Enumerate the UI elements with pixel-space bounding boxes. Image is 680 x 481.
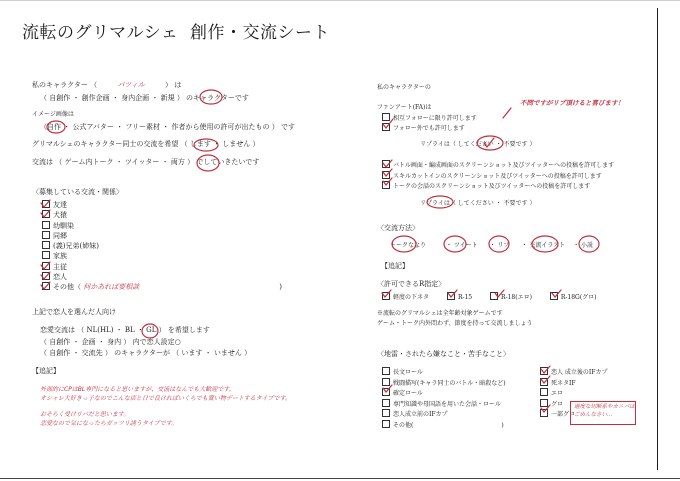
checkbox[interactable] [550,292,558,300]
method-header: 〈交流方法〉 [377,224,419,232]
checkbox[interactable] [382,181,390,189]
recruit-item[interactable]: 家族 [42,251,282,261]
rating-options [382,292,597,302]
checkbox[interactable] [42,200,50,208]
chara-line-2b: ） のキャラクターです [176,94,249,102]
love-line-3: （ 自創作 ・ 交流先 ） のキャラクターが （ います ・ いません ） [40,349,252,357]
fanart-label: ファンアート(FA)は [377,104,432,111]
method-reply[interactable]: リプ [497,242,510,249]
method-talk[interactable]: トーク [390,242,409,249]
rating-mild: 軽度の下ネタ [393,294,430,301]
left-addendum: 【追記】 [32,367,60,375]
method-tweet[interactable]: ツイート [453,242,478,249]
checkbox[interactable] [540,378,548,386]
checkbox[interactable] [540,388,548,396]
recruit-other-note: 何かあれば要相談 [83,283,140,292]
checkbox[interactable] [382,160,390,168]
rating-note-2: ゲーム・トーク内外問わず、節度を持って交流しましょう [377,320,533,327]
checkbox[interactable] [42,210,50,218]
share-option[interactable]: トークの会話のスクリーンショット及びツイッターへの投稿を許可します [382,181,614,192]
checkbox[interactable] [490,292,498,300]
ng-item[interactable]: 恋人 成立後のIFカプ [540,367,607,378]
ng-item[interactable]: 恋人成立前のIFカプ [382,409,506,420]
checkbox[interactable] [42,241,50,249]
arrow-mark [503,108,511,118]
page-top-edge [0,0,680,1]
ng-header: 〈地雷・されたら嫌なこと・苦手なこと〉 [377,350,510,358]
ng-note-1: 過度な切断系やカニバは [574,404,635,410]
share-list [382,160,614,192]
right-addendum: 【追記】 [381,262,409,270]
fanart-list [382,113,477,133]
checkbox[interactable] [382,367,390,375]
checkbox[interactable] [42,221,50,229]
rating-r18: R-18(エロ) [501,294,532,301]
fanart-note: 不問ですがリプ頂けると喜びます！ [520,99,624,107]
checkbox[interactable] [382,420,390,428]
checkbox[interactable] [382,409,390,417]
checkbox[interactable] [42,262,50,270]
ng-note-2: ごめんなさい… [574,412,613,418]
rating-r18g: R-18G(グロ) [560,294,597,301]
recruit-item[interactable]: 主従 [42,262,282,272]
title-left: 流転のグリマルシェ [22,23,179,43]
title-right: 創作・交流シート [190,23,330,43]
koryu-options: 交流は （ ゲーム内トーク ・ ツイッター ・ [32,158,169,166]
checkbox[interactable] [42,272,50,280]
share-option[interactable]: スキルカットインのスクリーンショット及びツイッターへの投稿を許可します [382,171,614,182]
chara-line-2 [40,94,249,103]
rating-note-1: ※流転のグリマルシェは全年齢対象ゲームです [377,310,503,317]
checkbox[interactable] [382,399,390,407]
recruit-item[interactable]: 友達 [42,200,282,210]
checkbox[interactable] [42,282,50,290]
ng-item[interactable]: 長文ロール [382,367,506,378]
ng-item[interactable]: グロ [540,399,607,410]
left-note-2: オシャレ大好きっ子なのでこんな店と日で良ければいくらでも買い物デートするタイプです。 [40,395,292,402]
rating-r15: R-15 [457,294,473,301]
method-options: トークななり ・ ツイート ・ リプ ・ 交流イラスト ・ 小説 [390,242,594,249]
chara-name: パツィル [117,81,145,89]
exchange-line: グリマルシェのキャラクター同士の交流を希望 （ します ・ しません ） [32,140,260,148]
left-note-1: 外部的にCPはBL専門になると思いますが、交流はなんでも大歓迎です。 [40,386,235,393]
love-line-1: 恋愛交流は （ NL(HL) ・ BL ・ GL ） を希望します [40,326,210,334]
ng-item[interactable]: 戦闘描写(キャラ同士のバトル・暗殺など) [382,378,506,389]
ng-item[interactable]: 専門知識や母国語を用いた会話・ロール [382,399,506,410]
ng-item[interactable]: 一部グロ [540,409,607,420]
page-right-edge [657,8,658,470]
image-source-line: （自作 ・ 公式アバター ・ フリー素材 ・ 作者から使用の許可が出たもの ） です [40,123,295,131]
chara-origin-options: （ 自創作 ・ 創作企画 ・ 身内企画 ・ [40,94,159,102]
chara-line-1b: ） は [165,81,182,89]
checkbox[interactable] [382,292,390,300]
recruit-header: 〈募集している交流・関係〉 [32,188,123,196]
method-nanari[interactable]: ななり [408,242,427,249]
recruit-list [42,200,282,293]
fanart-reply-line: リプライは（ してください ・ 不要です ） [420,141,536,148]
checkbox[interactable] [540,409,548,417]
share-reply-line: リプライは（ してください ・ 不要です ） [420,200,536,207]
rating-header: 〈許可できるR指定〉 [377,280,446,288]
left-note-4: 恋愛なので気になったらガッツリ誘うタイプです。 [40,420,178,427]
ng-list-left [382,367,506,431]
ng-item[interactable]: 確定ロール [382,388,506,399]
left-note-3: おそらく受けリバだと思います。 [40,411,130,418]
ng-note [574,403,635,419]
page-bottom-edge [0,478,680,479]
right-chara-line: 私のキャラクターの [377,84,431,91]
checkbox[interactable] [382,378,390,386]
love-header: 上記で恋人を選んだ人向け [32,308,116,316]
checkbox[interactable] [382,113,390,121]
recruit-item-other[interactable]: その他（ 何かあれば要相談 ) [42,282,282,292]
chara-line-1a: 私のキャラクター （ [32,81,98,89]
recruit-item[interactable]: 幼馴染 [42,221,282,231]
checkbox[interactable] [382,123,390,131]
koryu-tail: ） でしていきたいです [187,158,260,166]
recruit-item[interactable]: 同郷 [42,231,282,241]
koryu-line [32,158,259,167]
recruit-item[interactable]: (義)兄弟(姉妹) [42,241,282,251]
recruit-item[interactable]: 恋人 [42,272,282,282]
image-label: イメージ画像は [32,111,74,118]
method-illust[interactable]: 交流イラスト [529,242,566,249]
ng-item[interactable]: エロ [540,388,607,399]
share-option[interactable]: バトル画面・編成画面のスクリーンショット及びツイッターへの投稿を許可します [382,160,614,171]
fanart-option[interactable]: 相互フォローに限り許可します [382,113,477,123]
checkbox[interactable] [42,231,50,239]
ng-item[interactable]: 死ネタIF [540,378,607,389]
checkbox[interactable] [447,292,455,300]
checkbox[interactable] [540,399,548,407]
ng-item[interactable]: その他( ) [382,420,506,431]
fanart-option[interactable]: フォロー外でも許可します [382,123,477,133]
recruit-item[interactable]: 犬猿 [42,210,282,220]
koryu-both: 両方 [170,158,185,166]
checkbox[interactable] [382,171,390,179]
checkbox[interactable] [42,251,50,259]
love-line-2: （ 自創作 ・ 企画 ・ 身内 ） 内で恋人設定○ [40,338,181,346]
chara-origin-new: 新規 [160,94,175,102]
method-novel[interactable]: 小説 [581,242,594,249]
chara-line-1 [32,81,181,90]
checkbox[interactable] [540,367,548,375]
checkbox[interactable] [382,388,390,396]
